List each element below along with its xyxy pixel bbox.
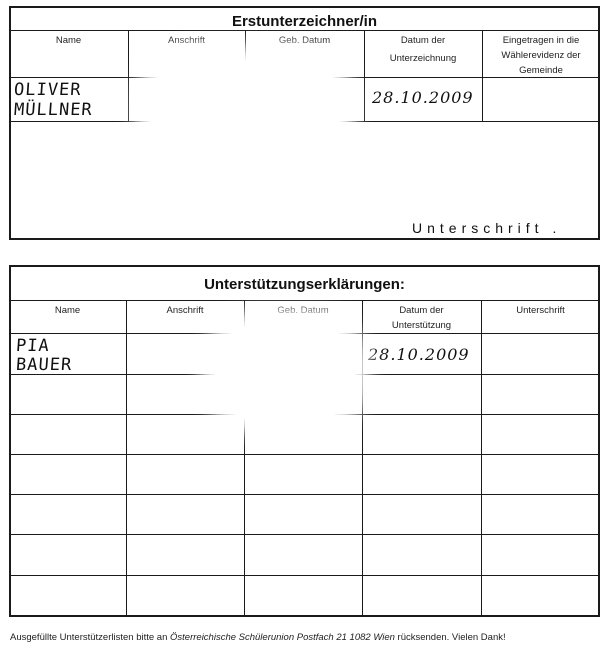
header-signature: Unterschrift	[516, 305, 565, 316]
header-voter-registry-line2: Wählerevidenz der	[501, 50, 581, 61]
header-signing-date	[364, 33, 482, 66]
redacted-area	[215, 325, 355, 420]
header-address: Anschrift	[168, 35, 205, 46]
signatory-name-line2: MÜLLNER	[13, 100, 94, 120]
section1-title-divider	[9, 30, 600, 31]
supporter-name-line1: PIA	[15, 336, 51, 356]
footer-text-start: Ausgefüllte Unterstützerlisten bitte an	[10, 632, 171, 643]
section2-row-divider	[9, 454, 600, 455]
section2-col-divider	[362, 300, 363, 617]
header-voter-registry-line1: Eingetragen in die	[502, 35, 580, 46]
header-birth-date: Geb. Datum	[277, 305, 329, 316]
section2-row-divider	[9, 534, 600, 535]
header-support-date-line1: Datum der	[399, 305, 444, 316]
support-declarations-title: Unterstützungserklärungen:	[204, 276, 405, 293]
header-support-date	[362, 303, 481, 333]
redacted-area	[150, 60, 340, 170]
header-address: Anschrift	[166, 305, 204, 316]
signature-label: Unterschrift .	[412, 220, 562, 236]
footer-text-end: rücksenden. Vielen Dank!	[394, 632, 506, 643]
header-signing-date-line1: Datum der	[400, 35, 446, 46]
header-signing-date-line2: Unterzeichnung	[389, 53, 457, 64]
signatory-date: 28.10.2009	[372, 88, 474, 107]
header-name: Name	[55, 35, 82, 46]
footer-address: Österreichische Schülerunion Postfach 21 1082 Wien	[170, 632, 395, 643]
header-support-date-line2: Unterstützung	[391, 320, 452, 331]
section2-col-divider	[126, 300, 127, 617]
section2-col-divider	[481, 300, 482, 617]
section2-row-divider	[9, 494, 600, 495]
section2-title-divider	[9, 300, 600, 301]
header-name: Name	[54, 305, 81, 316]
signatory-name-line1: OLIVER	[13, 80, 83, 100]
header-birth-date: Geb. Datum	[278, 35, 331, 46]
supporter-date: 28.10.2009	[368, 345, 470, 364]
footer-note	[10, 632, 506, 643]
section2-row-divider	[9, 575, 600, 576]
header-voter-registry-line3: Gemeinde	[519, 65, 563, 76]
header-voter-registry	[482, 33, 600, 78]
first-signatory-title: Erstunterzeichner/in	[231, 13, 378, 30]
supporter-name-line2: BAUER	[15, 355, 73, 375]
